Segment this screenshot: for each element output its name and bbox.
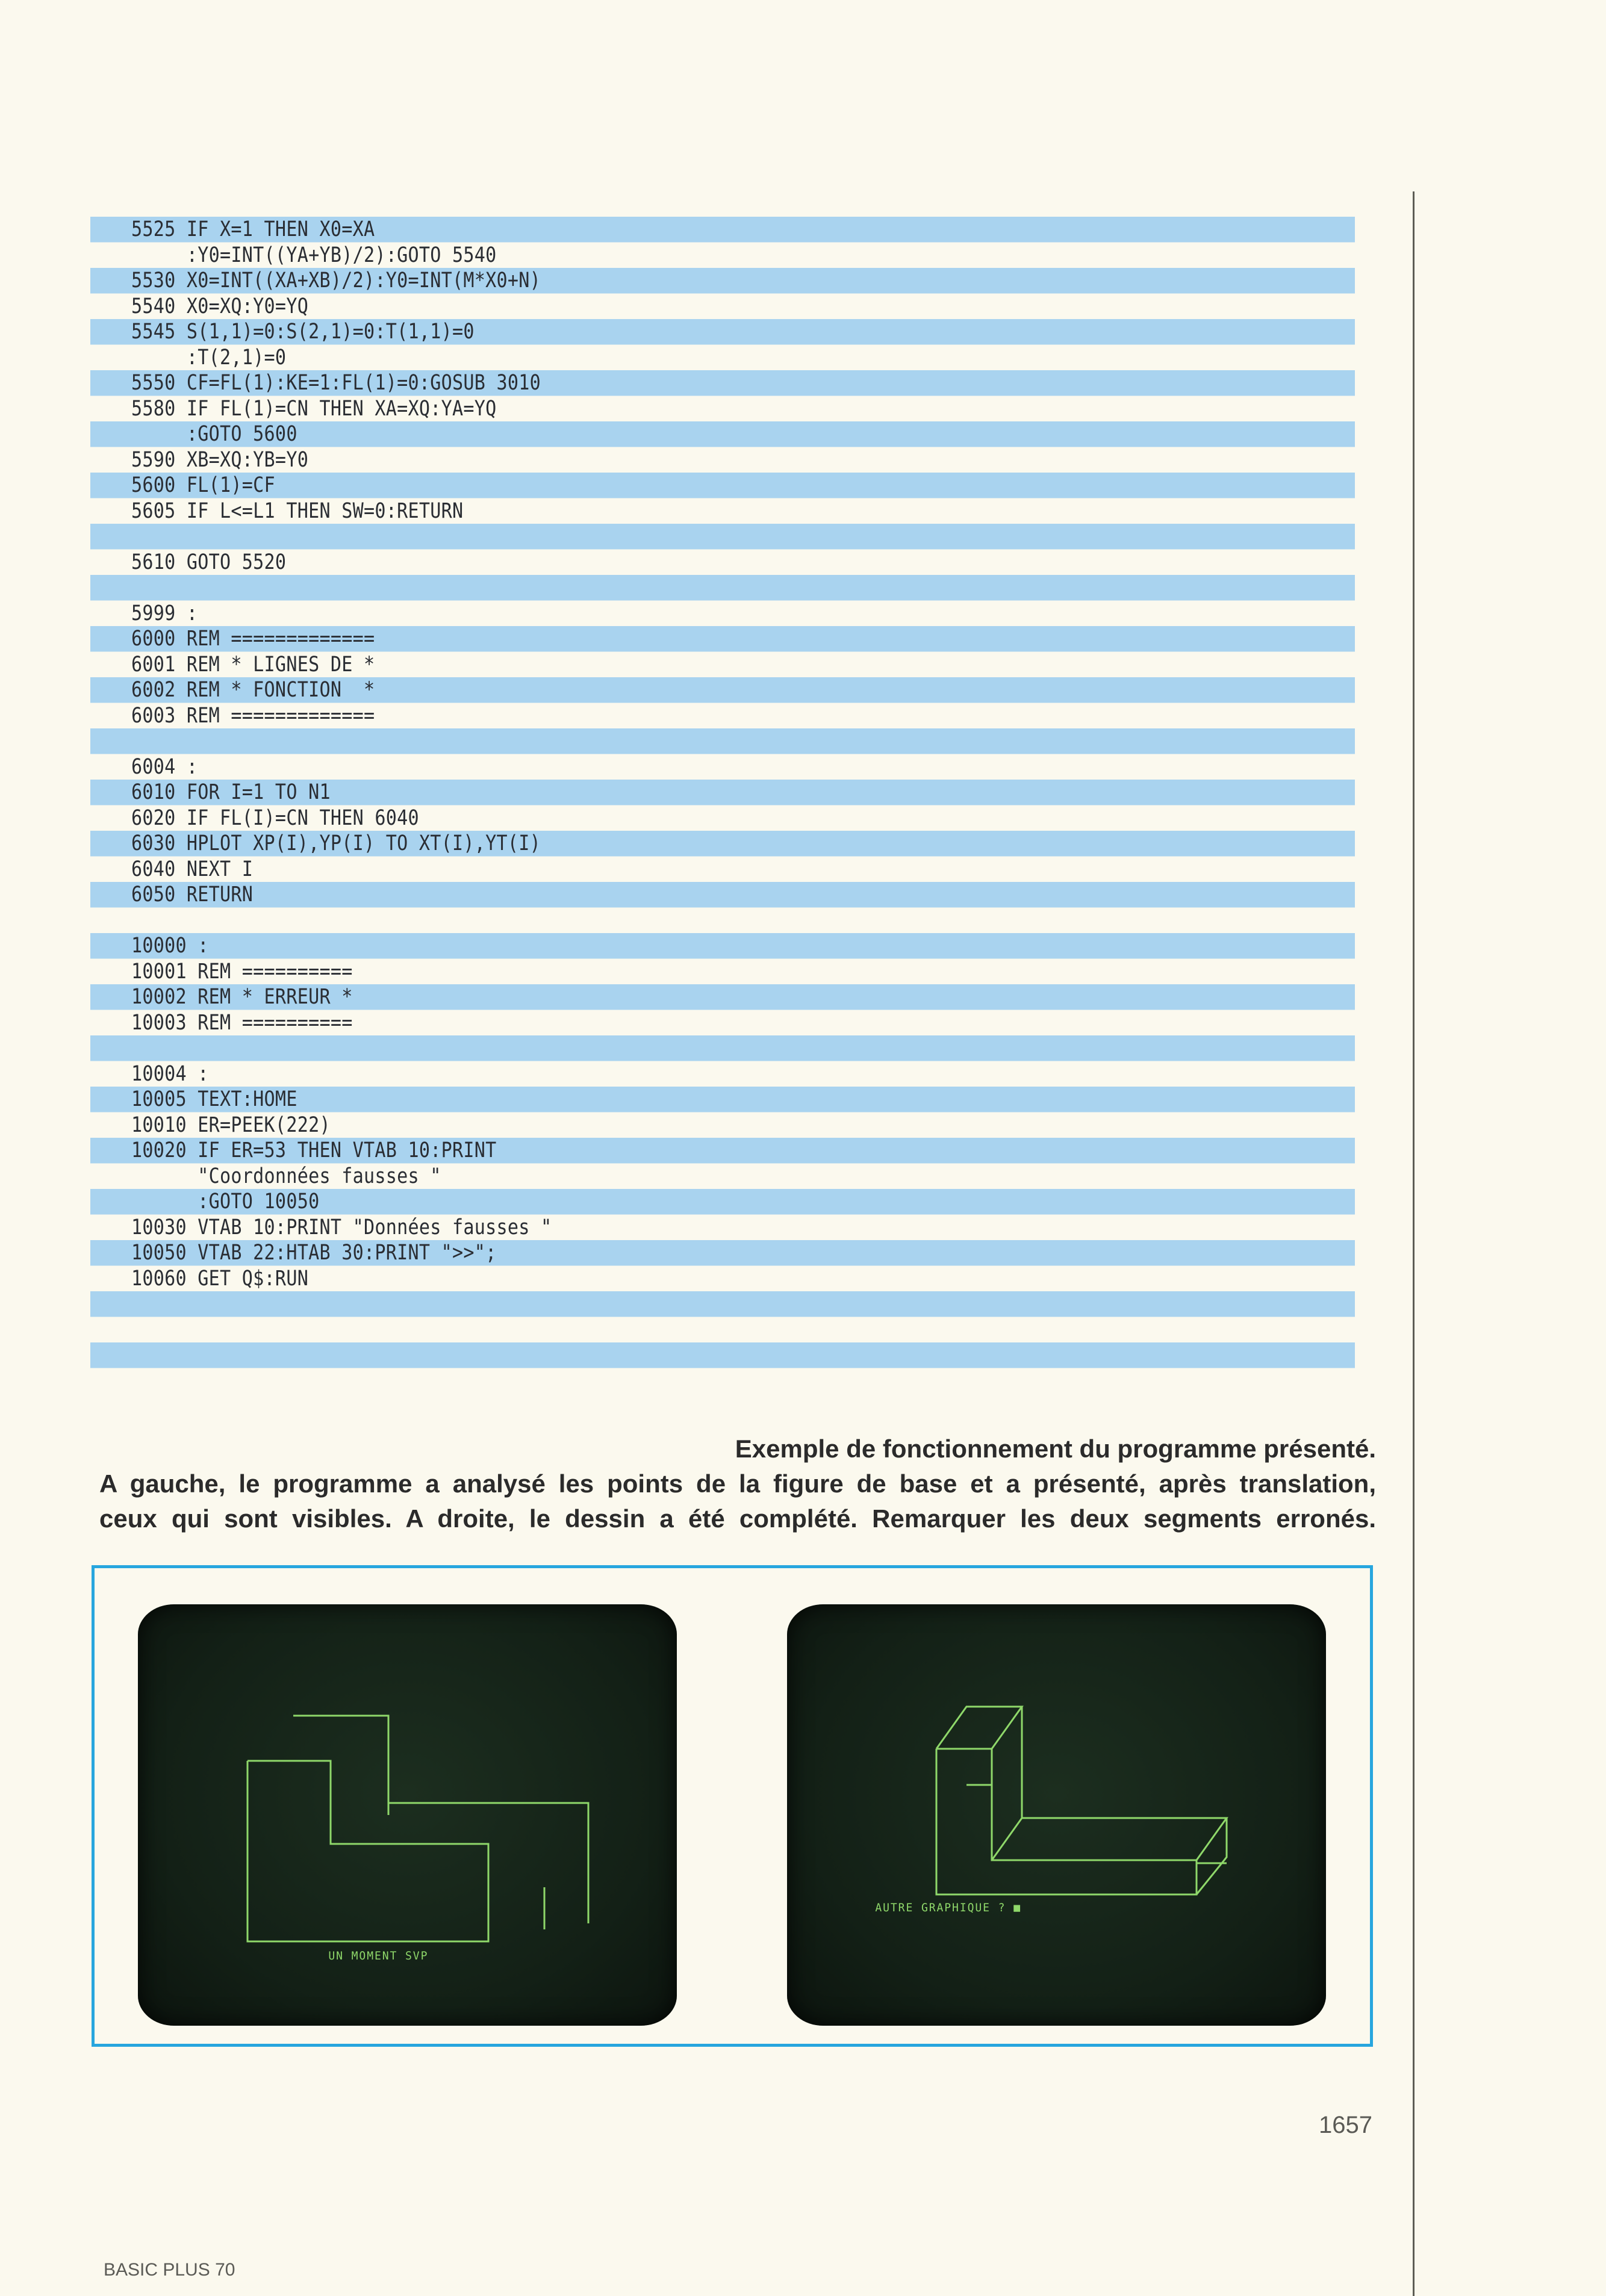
code-line: 10001 REM ========== <box>131 959 353 984</box>
code-line: 6000 REM ============= <box>131 627 375 651</box>
code-line: 6020 IF FL(I)=CN THEN 6040 <box>131 805 419 830</box>
code-line: 10004 : <box>131 1061 209 1086</box>
code-line: 6001 REM * LIGNES DE * <box>131 652 375 677</box>
code-line: 5610 GOTO 5520 <box>131 550 287 574</box>
running-footer: BASIC PLUS 70 <box>104 2260 235 2280</box>
code-line: :GOTO 5600 <box>131 422 297 446</box>
caption-line-1: Exemple de fonctionnement du programme présenté. <box>735 1435 1376 1463</box>
right-top-face <box>936 1707 1022 1749</box>
right-front-outline <box>936 1749 1197 1894</box>
code-line: "Coordonnées fausses " <box>131 1164 441 1188</box>
code-line: 5580 IF FL(1)=CN THEN XA=XQ:YA=YQ <box>131 396 497 421</box>
basic-program-listing <box>90 217 1355 1370</box>
caption-line-2: A gauche, le programme a analysé les points de la figure de base et a présenté, après translation, <box>99 1469 1376 1498</box>
code-line: 6050 RETURN <box>131 883 254 907</box>
code-line: 10060 GET Q$:RUN <box>131 1266 309 1291</box>
right-screen-drawing <box>787 1604 1326 2026</box>
figure-caption <box>99 1432 1376 1536</box>
code-line: 5545 S(1,1)=0:S(2,1)=0:T(1,1)=0 <box>131 320 475 344</box>
code-line: 10005 TEXT:HOME <box>131 1087 297 1111</box>
screen-photos-frame <box>92 1565 1373 2047</box>
left-screen-message: UN MOMENT SVP <box>328 1949 429 1962</box>
code-line: 6030 HPLOT XP(I),YP(I) TO XT(I),YT(I) <box>131 831 541 855</box>
code-line: 6010 FOR I=1 TO N1 <box>131 780 331 804</box>
code-line: 10010 ER=PEEK(222) <box>131 1112 331 1137</box>
code-line: 5600 FL(1)=CF <box>131 473 275 497</box>
code-line: 10002 REM * ERREUR * <box>131 985 353 1009</box>
code-line: 10020 IF ER=53 THEN VTAB 10:PRINT <box>131 1138 497 1162</box>
code-line: 6040 NEXT I <box>131 857 254 881</box>
code-line: 5550 CF=FL(1):KE=1:FL(1)=0:GOSUB 3010 <box>131 371 541 395</box>
code-line: 6002 REM * FONCTION * <box>131 678 375 702</box>
code-line: 5590 XB=XQ:YB=Y0 <box>131 447 309 472</box>
caption-line-3: ceux qui sont visibles. A droite, le dessin a été complété. Remarquer les deux segments erronés. <box>99 1504 1376 1533</box>
right-screen-prompt: AUTRE GRAPHIQUE ? ■ <box>875 1901 1021 1914</box>
right-arm-top-face <box>992 1818 1227 1860</box>
left-screen-drawing <box>138 1604 677 2026</box>
code-line: 5605 IF L<=L1 THEN SW=0:RETURN <box>131 498 464 523</box>
code-line: 6003 REM ============= <box>131 703 375 728</box>
page-number: 1657 <box>1319 2112 1372 2138</box>
code-line: :GOTO 10050 <box>131 1190 320 1214</box>
code-line: 10030 VTAB 10:PRINT "Données fausses " <box>131 1215 552 1240</box>
code-line: :Y0=INT((YA+YB)/2):GOTO 5540 <box>131 243 497 267</box>
code-line: 10050 VTAB 22:HTAB 30:PRINT ">>"; <box>131 1241 497 1265</box>
right-monitor-screen <box>787 1604 1326 2026</box>
code-line: 6004 : <box>131 754 198 779</box>
page-binding-line <box>1413 191 1415 2296</box>
code-line: 10003 REM ========== <box>131 1010 353 1035</box>
code-line: 5540 X0=XQ:Y0=YQ <box>131 294 309 318</box>
left-monitor-screen <box>138 1604 677 2026</box>
left-partial-figure-outer <box>247 1761 488 1941</box>
code-line: 5999 : <box>131 601 198 625</box>
code-line: :T(2,1)=0 <box>131 345 287 370</box>
right-arm-end-face <box>1197 1818 1227 1894</box>
code-line: 5530 X0=INT((XA+XB)/2):Y0=INT(M*X0+N) <box>131 268 541 293</box>
code-line: 10000 : <box>131 934 209 958</box>
code-line: 5525 IF X=1 THEN X0=XA <box>131 217 375 241</box>
